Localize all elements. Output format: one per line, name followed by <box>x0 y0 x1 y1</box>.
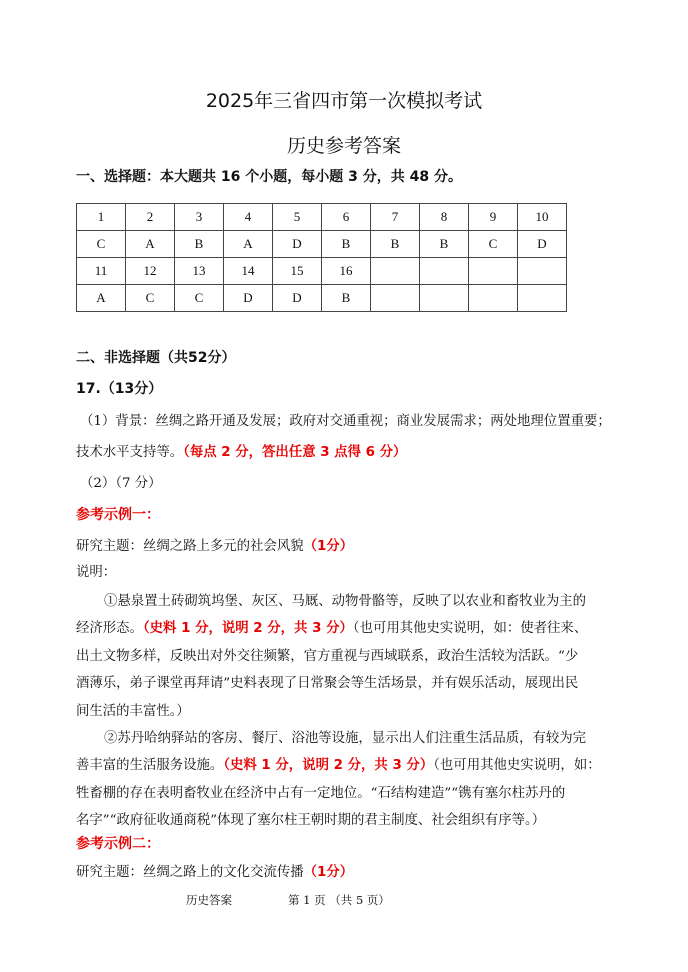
page-title: 2025年三省四市第一次模拟考试 <box>205 90 483 112</box>
table-cell: 8 <box>420 204 469 231</box>
table-cell: D <box>518 231 567 258</box>
table-cell: 12 <box>126 258 175 285</box>
table-row <box>77 285 567 312</box>
ex1-item2-line1: ②苏丹哈纳驿站的客房、餐厅、浴池等设施，显示出人们注重生活品质，有较为完 <box>104 731 587 746</box>
table-cell: A <box>77 285 126 312</box>
table-cell: C <box>77 231 126 258</box>
table-cell: B <box>175 231 224 258</box>
footer-page-number: 第 1 页 （共 5 页） <box>288 893 390 907</box>
table-cell: D <box>224 285 273 312</box>
table-cell <box>420 258 469 285</box>
footer-left: 历史答案 <box>186 893 232 907</box>
table-cell: B <box>420 231 469 258</box>
table-cell: 6 <box>322 204 371 231</box>
table-cell: C <box>175 285 224 312</box>
explain-label: 说明： <box>76 565 117 580</box>
section2-heading: 二、非选择题（共52分） <box>76 350 236 366</box>
ex1-item2-line2 <box>76 754 601 773</box>
q17-part1-score: （每点 2 分，答出任意 3 点得 6 分） <box>183 445 407 460</box>
example2-label: 参考示例二： <box>76 836 160 852</box>
table-cell <box>518 285 567 312</box>
table-cell: C <box>126 285 175 312</box>
ex1-item2-line3: 牲畜棚的存在表明畜牧业在经济中占有一定地位。“石结构建造”“镌有塞尔柱苏丹的 <box>76 786 566 801</box>
table-cell: 14 <box>224 258 273 285</box>
ex1-item1-note: （也可用其他史实说明，如：使者往来、 <box>352 621 588 636</box>
ex1-item1-line2 <box>76 617 587 636</box>
table-cell: A <box>224 231 273 258</box>
ex1-item1-line4: 酒薄乐，弟子课堂再拜请”史料表现了日常聚会等生活场景，并有娱乐活动，展现出民 <box>76 676 579 691</box>
example2-topic-text: 研究主题：丝绸之路上的文化交流传播 <box>76 865 304 880</box>
ex1-item1-line1: ①悬泉置土砖砌筑坞堡、灰区、马厩、动物骨骼等，反映了以农业和畜牧业为主的 <box>104 594 587 609</box>
table-cell: 9 <box>469 204 518 231</box>
ex1-item1-line5: 间生活的丰富性。） <box>76 704 190 719</box>
table-cell: 4 <box>224 204 273 231</box>
table-cell: B <box>322 231 371 258</box>
table-cell <box>420 285 469 312</box>
table-cell: D <box>273 231 322 258</box>
q17-part1-line2 <box>76 441 406 460</box>
table-cell: 3 <box>175 204 224 231</box>
example1-topic <box>76 535 353 554</box>
table-cell <box>371 258 420 285</box>
example1-topic-text: 研究主题：丝绸之路上多元的社会风貌 <box>76 539 304 554</box>
table-cell: D <box>273 285 322 312</box>
table-cell: 5 <box>273 204 322 231</box>
table-cell: 2 <box>126 204 175 231</box>
table-cell: A <box>126 231 175 258</box>
example2-topic <box>76 861 353 880</box>
table-cell <box>469 285 518 312</box>
table-cell <box>518 258 567 285</box>
section1-heading: 一、选择题：本大题共 16 个小题，每小题 3 分，共 48 分。 <box>76 169 462 185</box>
ex1-item1-text: 经济形态。 <box>76 621 143 636</box>
table-cell: 15 <box>273 258 322 285</box>
q17-part1-text: 技术水平支持等。 <box>76 445 184 460</box>
table-cell: C <box>469 231 518 258</box>
ex1-item2-line4: 名字”“政府征收通商税”体现了塞尔柱王朝时期的君主制度、社会组织有序等。） <box>76 813 546 828</box>
table-cell <box>469 258 518 285</box>
table-cell: 16 <box>322 258 371 285</box>
table-cell: 13 <box>175 258 224 285</box>
table-cell: B <box>371 231 420 258</box>
ex1-item2-score: （史料 1 分，说明 2 分，共 3 分） <box>223 758 434 773</box>
page-subtitle: 历史参考答案 <box>286 135 401 157</box>
answer-table <box>76 203 567 312</box>
table-cell: 1 <box>77 204 126 231</box>
table-row <box>77 204 567 231</box>
ex1-item1-score: （史料 1 分，说明 2 分，共 3 分） <box>142 621 353 636</box>
table-cell: 7 <box>371 204 420 231</box>
example1-topic-score: （1分） <box>303 539 354 554</box>
ex1-item1-line3: 出土文物多样，反映出对外交往频繁，官方重视与西域联系，政治生活较为活跃。“少 <box>76 649 579 664</box>
ex1-item2-note: （也可用其他史实说明，如： <box>433 758 601 773</box>
example2-topic-score: （1分） <box>303 865 354 880</box>
table-row <box>77 258 567 285</box>
question17-heading: 17.（13分） <box>76 381 163 397</box>
table-cell: B <box>322 285 371 312</box>
table-cell: 11 <box>77 258 126 285</box>
table-row <box>77 231 567 258</box>
q17-part1-line1: （1）背景：丝绸之路开通及发展；政府对交通重视；商业发展需求；两处地理位置重要； <box>80 414 611 429</box>
example1-label: 参考示例一： <box>76 507 160 523</box>
ex1-item2-text: 善丰富的生活服务设施。 <box>76 758 224 773</box>
table-cell: 10 <box>518 204 567 231</box>
table-cell <box>371 285 420 312</box>
q17-part2-label: （2）（7 分） <box>80 476 162 491</box>
